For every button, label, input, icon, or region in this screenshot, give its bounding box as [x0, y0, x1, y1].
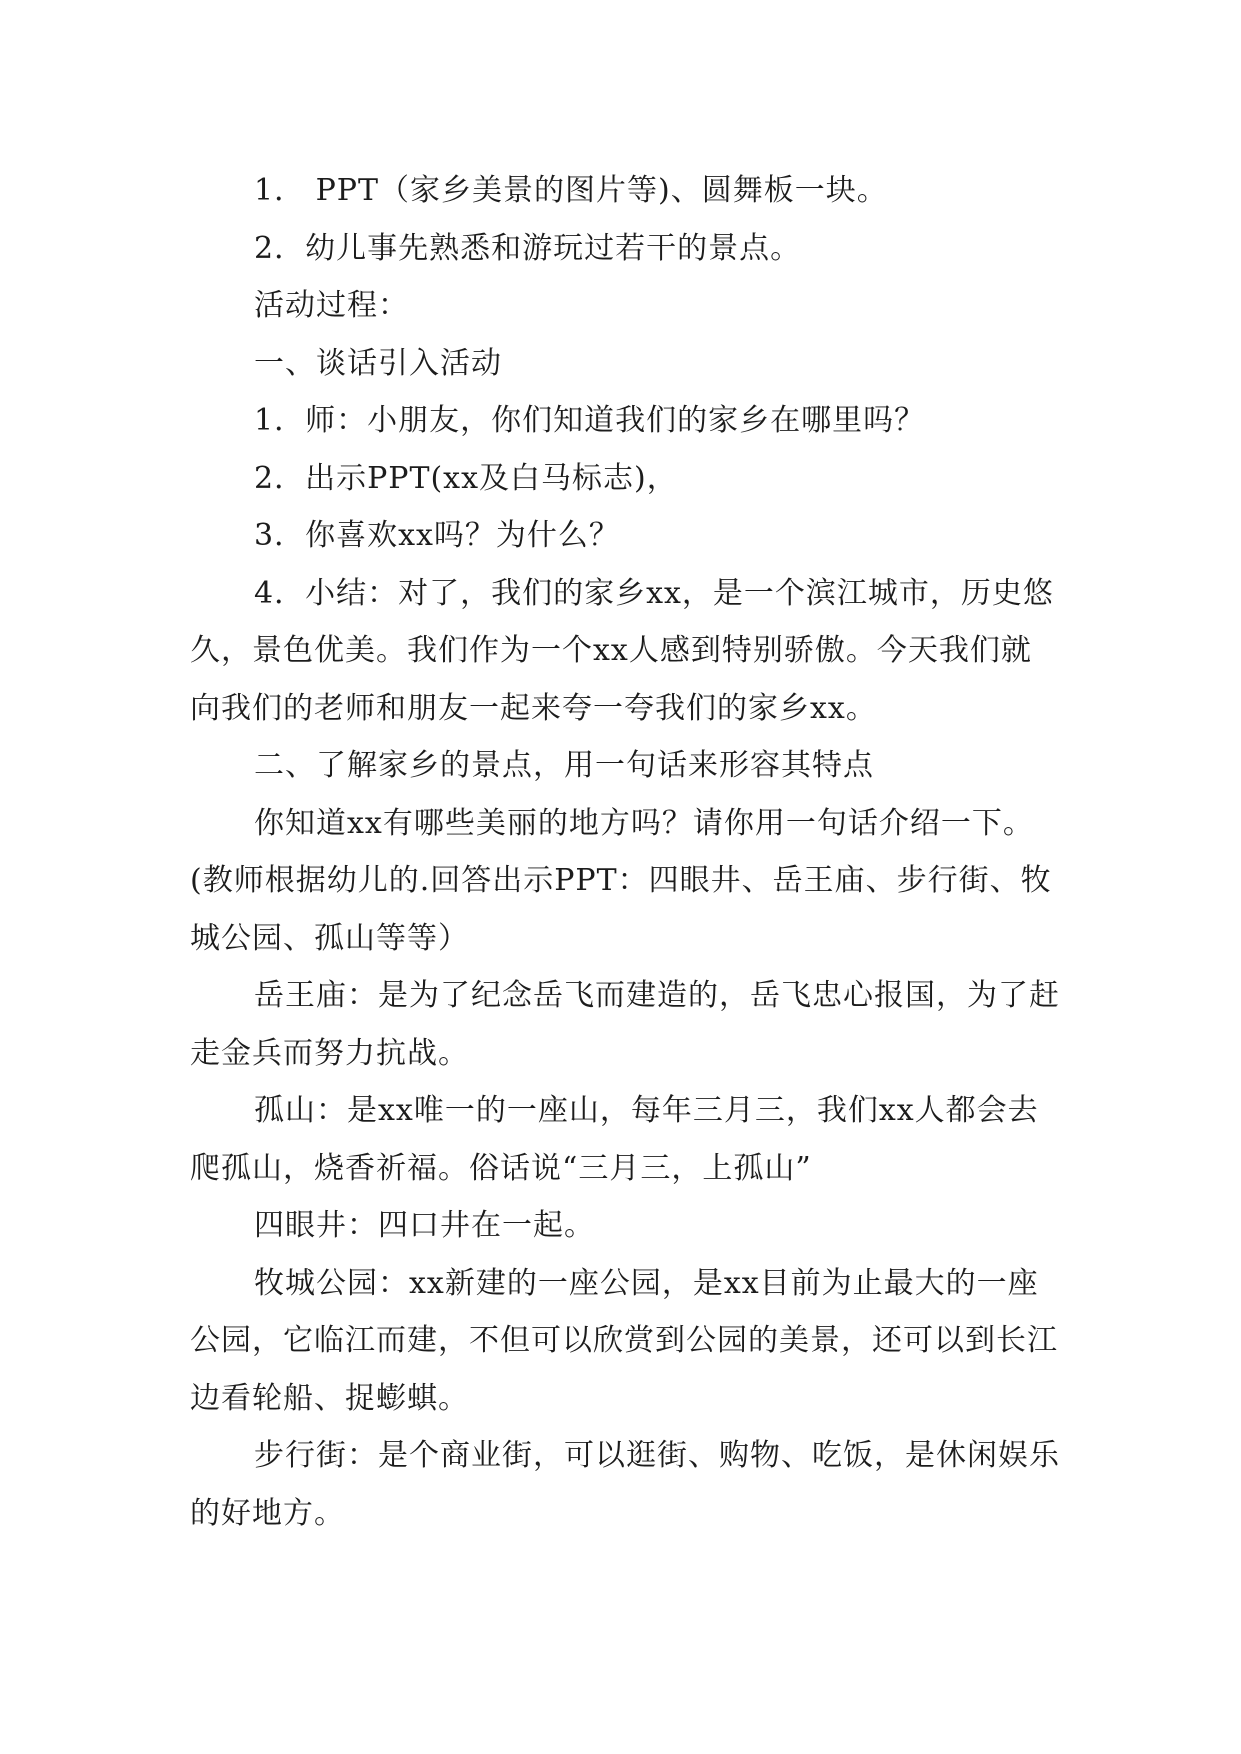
section-heading-activity-process: 活动过程： [254, 288, 409, 323]
paragraph-step-4-summary: 4．小结：对了，我们的家乡xx，是一个滨江城市，历史悠久，景色优美。我们作为一个xx人感到特别骄傲。今天我们就向我们的老师和朋友一起来夸一夸我们的家乡xx。 [190, 575, 1054, 726]
paragraph-gushan: 孤山：是xx唯一的一座山，每年三月三，我们xx人都会去爬孤山，烧香祈福。俗话说“三月三，上孤山” [190, 1093, 1039, 1186]
paragraph-step-1: 1．师：小朋友，你们知道我们的家乡在哪里吗？ [254, 403, 926, 438]
document-body [190, 162, 1060, 1542]
paragraph-step-2: 2．出示PPT(xx及白马标志)， [254, 460, 678, 496]
paragraph-mucheng-park: 牧城公园：xx新建的一座公园，是xx目前为止最大的一座公园，它临江而建，不但可以欣赏到公园的美景，还可以到长江边看轮船、捉蟛蜞。 [190, 1265, 1058, 1416]
paragraph-materials-ppt: 1． PPT（家乡美景的图片等)、圆舞板一块。 [254, 173, 888, 208]
section-heading-part-one: 一、谈话引入活动 [254, 345, 502, 381]
paragraph-yuewang-temple: 岳王庙：是为了纪念岳飞而建造的，岳飞忠心报国，为了赶走金兵而努力抗战。 [190, 978, 1060, 1071]
paragraph-step-3: 3．你喜欢xx吗？为什么？ [254, 518, 620, 553]
paragraph-question-scenic-spots: 你知道xx有哪些美丽的地方吗？请你用一句话介绍一下。(教师根据幼儿的.回答出示PPT：四眼井、岳王庙、步行街、牧城公园、孤山等等） [190, 805, 1052, 956]
section-heading-part-two: 二、了解家乡的景点，用一句话来形容其特点 [254, 748, 874, 783]
paragraph-materials-familiarity: 2．幼儿事先熟悉和游玩过若干的景点。 [254, 230, 802, 266]
paragraph-pedestrian-street: 步行街：是个商业街，可以逛街、购物、吃饭，是休闲娱乐的好地方。 [190, 1438, 1060, 1531]
paragraph-four-eyed-well: 四眼井：四口井在一起。 [254, 1208, 595, 1243]
